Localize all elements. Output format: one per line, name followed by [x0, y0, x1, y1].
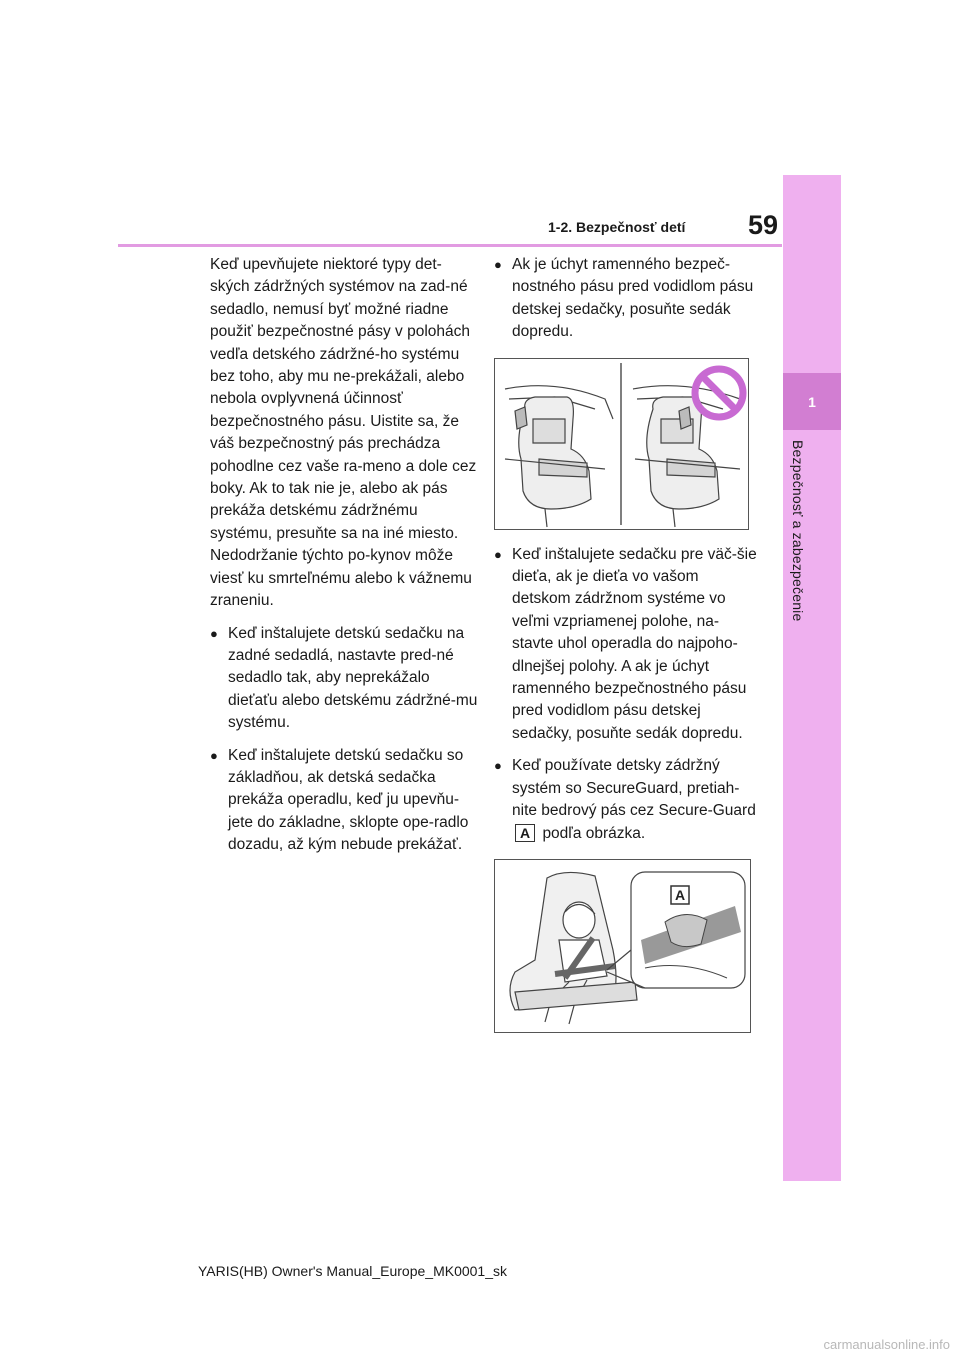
warning-paragraph: Keď upevňujete niektoré typy det-ských zádržných systémov na zad-né sedadlo, nemusí byť možné riadne použiť bezpečnostné pásy v polohách vedľa detského zádržné-ho systému bez toho, aby mu ne-prekážali, alebo nebola ovplyvnená účinnosť bezpečnostného pásu. Uistite sa, že váš bezpečnostný pás prechádza pohodlne cez vaše ra-meno a dole cez boky. Ak to tak nie je, alebo ak pás prekáža detskému zádržnému systému, presuňte sa na iné miesto. Nedodržanie týchto po-kynov môže viesť ku smrteľnému alebo k vážnemu zraneniu.: [210, 256, 477, 610]
list-item: [494, 755, 760, 845]
header-rule: [118, 244, 782, 247]
figure-belt-position-prohibited: [494, 358, 749, 530]
side-tab-number: 1: [783, 373, 841, 430]
marker-a-label: A: [515, 824, 535, 842]
list-item: ● Keď inštalujete detskú sedačku na zadné sedadlá, nastavte pred-né sedadlo tak, aby neprekážalo dieťaťu alebo detskému zádržné-mu systému.: [210, 623, 478, 735]
list-item: ● Keď inštalujete detskú sedačku so základňou, ak detská sedačka prekáža operadlu, keď ju upevňu-jete do základne, sklopte ope-radlo dozadu, až kým nebude prekážať.: [210, 745, 478, 857]
prohibited-icon: [695, 369, 743, 417]
side-tab-label: Bezpečnosť a zabezpečenie: [790, 440, 806, 622]
watermark: carmanualsonline.info: [823, 1337, 950, 1352]
list-item: ● Ak je úchyt ramenného bezpeč-nostného pásu pred vodidlom pásu detskej sedačky, posuňte sedák dopredu.: [494, 254, 760, 344]
illustration-child-seat: [495, 359, 748, 529]
bullet-text: podľa obrázka.: [542, 824, 646, 842]
footer-text: YARIS(HB) Owner's Manual_Europe_MK0001_sk: [198, 1263, 507, 1279]
bullet-text: Keď používate detsky zádržný systém so SecureGuard, pretiah-nite bedrový pás cez Secure-Guard: [512, 757, 756, 820]
section-title: 1-2. Bezpečnosť detí: [548, 219, 686, 235]
figure-secureguard: [494, 859, 751, 1033]
right-column: [494, 254, 760, 1047]
page-number: 59: [748, 210, 779, 240]
illustration-secureguard: [495, 860, 750, 1032]
marker-a-callout: A: [674, 886, 686, 903]
left-column: [210, 254, 478, 867]
side-tab: [783, 175, 841, 1181]
list-item: ● Keď inštalujete sedačku pre väč-šie dieťa, ak je dieťa vo vašom detskom zádržnom systéme vo veľmi vzpriamenej polohe, na-stavte uhol operadla do najpoho-dlnejšej polohy. A ak je úchyt ramenného bezpečnostného pásu pred vodidlom pásu detskej sedačky, posuňte sedák dopredu.: [494, 544, 760, 746]
callout-detail: [607, 872, 745, 988]
